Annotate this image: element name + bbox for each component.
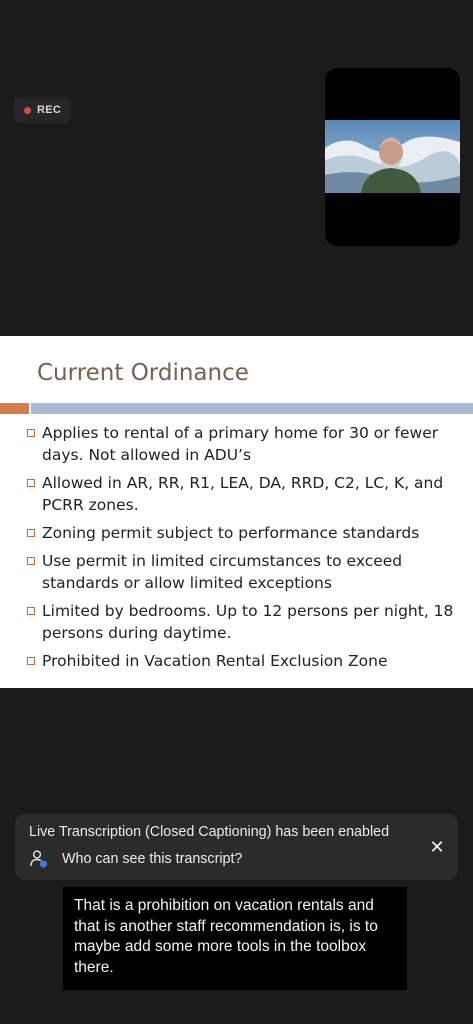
live-transcription-notice	[15, 814, 458, 880]
participant-video-tile[interactable]	[325, 68, 460, 246]
closed-caption-text: That is a prohibition on vacation rentals and that is another staff recommendation is, is to maybe add some more tools in the toolbox there.	[74, 897, 378, 976]
recording-badge	[14, 97, 71, 123]
bullet-item	[27, 472, 457, 516]
shared-slide	[0, 336, 473, 688]
bullet-text: Use permit in limited circumstances to exceed standards or allow limited exceptions	[42, 552, 403, 592]
bullet-text: Prohibited in Vacation Rental Exclusion Zone	[42, 652, 388, 670]
square-bullet-icon	[27, 479, 35, 487]
slide-accent-bar	[0, 403, 29, 414]
slide-title: Current Ordinance	[37, 360, 249, 386]
bullet-text: Applies to rental of a primary home for 30 or fewer days. Not allowed in ADU’s	[42, 424, 439, 464]
closed-caption-box	[63, 887, 407, 990]
square-bullet-icon	[27, 607, 35, 615]
bullet-text: Zoning permit subject to performance standards	[42, 524, 420, 542]
who-can-see-transcript-link[interactable]	[29, 849, 242, 869]
close-notice-button[interactable]	[428, 838, 446, 856]
square-bullet-icon	[27, 529, 35, 537]
bullet-text: Limited by bedrooms. Up to 12 persons per night, 18 persons during daytime.	[42, 602, 454, 642]
slide-divider-bar	[31, 403, 473, 414]
recording-label: REC	[37, 104, 62, 116]
bullet-item	[27, 522, 457, 544]
bullet-item	[27, 422, 457, 466]
participant-video-feed	[325, 120, 460, 193]
bullet-text: Allowed in AR, RR, R1, LEA, DA, RRD, C2, LC, K, and PCRR zones.	[42, 474, 444, 514]
bullet-item	[27, 600, 457, 644]
square-bullet-icon	[27, 557, 35, 565]
square-bullet-icon	[27, 429, 35, 437]
person-info-icon	[29, 849, 49, 869]
record-dot-icon	[24, 107, 31, 114]
transcription-enabled-message: Live Transcription (Closed Captioning) has been enabled	[29, 824, 390, 840]
bullet-item	[27, 650, 457, 672]
bullet-item	[27, 550, 457, 594]
slide-bullet-list	[27, 422, 457, 678]
close-icon: ✕	[429, 837, 445, 857]
who-can-see-transcript-label: Who can see this transcript?	[62, 851, 243, 867]
square-bullet-icon	[27, 657, 35, 665]
